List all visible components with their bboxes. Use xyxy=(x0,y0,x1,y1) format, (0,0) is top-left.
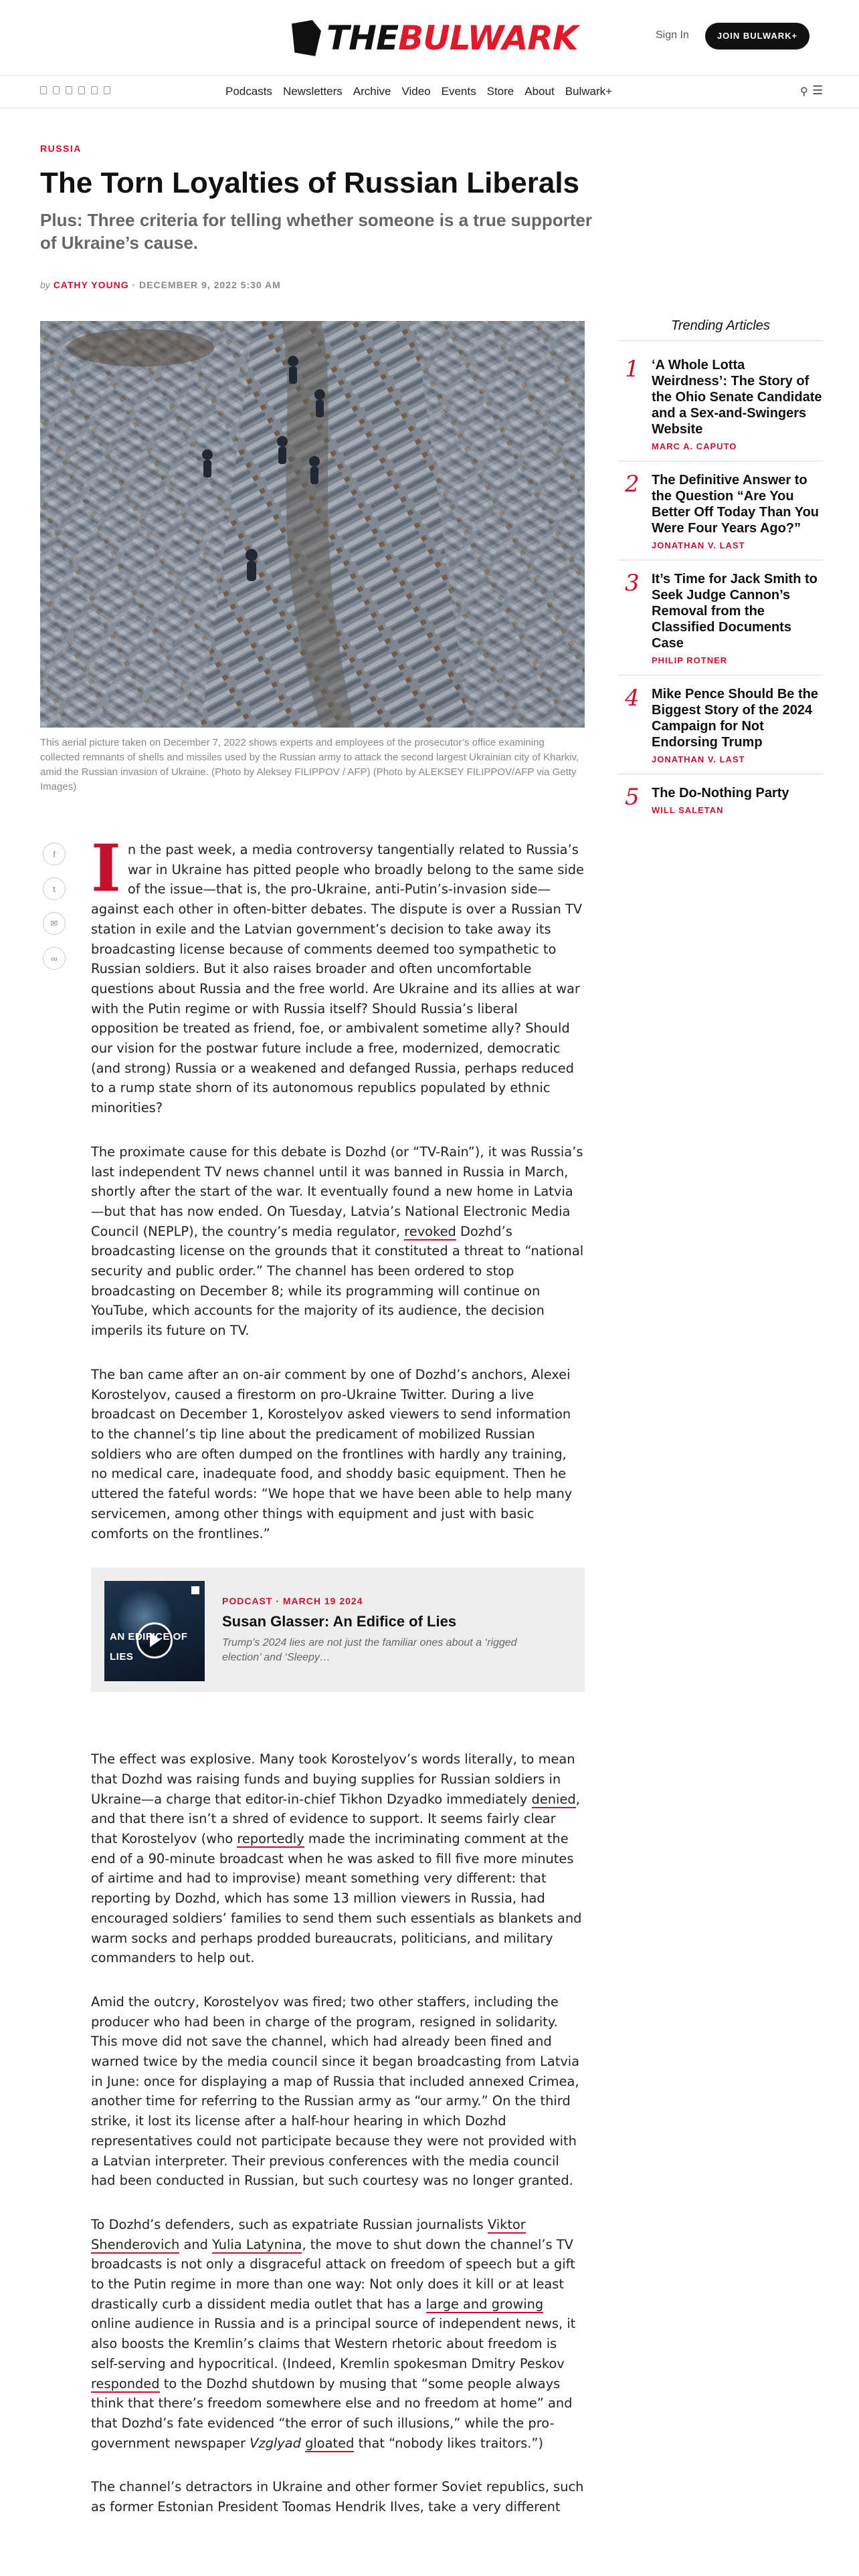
link-latynina[interactable]: Yulia Latynina xyxy=(212,2236,302,2252)
trending-sidebar xyxy=(618,318,823,835)
trending-author[interactable]: MARC A. CAPUTO xyxy=(652,441,737,451)
tiktok-icon[interactable] xyxy=(91,86,98,94)
podcast-title[interactable]: Susan Glasser: An Edifice of Lies xyxy=(222,1613,457,1630)
trending-item[interactable] xyxy=(618,571,823,675)
podcast-art-title: AN EDIFICE OF LIES xyxy=(110,1630,188,1662)
paragraph-2: The proximate cause for this debate is Dozhd (or “TV-Rain”), it was Russia’s last independent TV news channel until it was banned in Russia in March, shortly after the start of the war. It eventually found a new home in Latvia—but that has now ended. On Tuesday, Latvia’s National Electronic Media Council (NEPLP), the country’s media regulator, revoked Dozhd’s broadcasting license on the grounds that it constituted a threat to “national security and public order.” The channel has been ordered to stop broadcasting on December 8; while its programming will continue on YouTube, which accounts for the majority of its audience, the decision imperils its future on TV. xyxy=(91,1144,584,1339)
trending-title-link[interactable]: It’s Time for Jack Smith to Seek Judge Cannon’s Removal from the Classified Documents Case xyxy=(652,572,818,651)
social-icons xyxy=(40,86,110,94)
youtube-icon[interactable] xyxy=(78,86,85,94)
article-title: The Torn Loyalties of Russian Liberals xyxy=(40,167,580,199)
trending-number: 3 xyxy=(625,570,640,597)
link-gloated[interactable]: gloated xyxy=(305,2435,355,2451)
paragraph-3: The ban came after an on-air comment by one of Dozhd’s anchors, Alexei Korostelyov, caused a firestorm on pro-Ukraine Twitter. During a live broadcast on December 1, Korostelyov asked viewers to send information to the channel’s tip line about the predicament of mobilized Russian soldiers who are often dumped on the frontlines with hardly any training, no medical care, inadequate food, and shoddy basic equipment. Then he uttered the fateful words: “We hope that we have been able to help many servicemen, among other things with equipment and just with basic comforts on the frontlines.” xyxy=(91,1366,573,1541)
trending-item[interactable] xyxy=(618,472,823,560)
share-bar xyxy=(43,843,66,970)
podcast-description: Trump’s 2024 lies are not just the familiar ones about a ‘rigged election’ and ‘Sleepy… xyxy=(222,1637,517,1664)
trending-number: 1 xyxy=(625,356,640,383)
link-shenderovich[interactable]: Viktor Shenderovich xyxy=(91,2216,526,2252)
nav-bulwark-plus[interactable]: Bulwark+ xyxy=(565,85,613,98)
trending-title: Trending Articles xyxy=(618,318,823,341)
byline xyxy=(40,280,281,290)
article-body xyxy=(91,831,585,2541)
nav-archive[interactable]: Archive xyxy=(353,85,391,98)
trending-title-link[interactable]: Mike Pence Should Be the Biggest Story of the 2024 Campaign for Not Endorsing Trump xyxy=(652,687,818,750)
paragraph-1: In the past week, a media controversy tangentially related to Russia’s war in Ukraine has pitted people who broadly belong to the same side of the issue—that is, the pro-Ukraine, anti-Putin’s-invasion side—against each other in often-bitter debates. The dispute is over a Russian TV station in exile and the Latvian government’s decision to take away its broadcasting license because of comments deemed too sympathetic to Russian soldiers. But it also raises broader and often uncomfortable questions about Russia and the free world. Are Ukraine and its allies at war with the Putin regime or with Russia itself? Should Russia’s liberal opposition be treated as friend, foe, or ambivalent sometime ally? Should our vision for the postwar future include a free, modernized, democratic (and strong) Russia or a weakened and defanged Russia, perhaps reduced to a rump state shorn of its autonomous republics populated by ethnic minorities? xyxy=(91,831,584,1116)
podcast-meta: PODCAST · MARCH 19 2024 xyxy=(222,1596,363,1607)
trending-author[interactable]: JONATHAN V. LAST xyxy=(652,540,745,550)
logo-the: THE xyxy=(326,19,399,58)
byline-separator: · xyxy=(132,280,140,290)
site-logo[interactable] xyxy=(292,19,578,58)
trending-title-link[interactable]: The Definitive Answer to the Question “Are You Better Off Today Than You Were Four Years Ago?” xyxy=(652,473,820,536)
instagram-icon[interactable] xyxy=(66,86,72,94)
share-link-icon[interactable]: ∞ xyxy=(43,947,66,970)
link-large-and-growing[interactable]: large and growing xyxy=(425,2296,544,2312)
trending-number: 2 xyxy=(625,471,640,498)
byline-by: by xyxy=(40,280,50,290)
trending-item[interactable] xyxy=(618,785,823,825)
search-icon[interactable]: ⚲ xyxy=(800,86,808,98)
link-reportedly[interactable]: reportedly xyxy=(237,1831,304,1847)
podcast-card[interactable] xyxy=(91,1568,585,1692)
trending-number: 4 xyxy=(625,685,640,712)
bulwark-mark-icon xyxy=(191,1586,199,1594)
twitter-icon[interactable] xyxy=(53,86,60,94)
paragraph-4: The effect was explosive. Many took Korostelyov’s words literally, to mean that Dozhd was raising funds and buying supplies for Russian soldiers in Ukraine—a charge that editor-in-chief Tikhon Dzyadko immediately denied, and that there isn’t a shred of evidence to support. It seems fairly clear that Korostelyov (who reportedly made the incriminating comment at the end of a 90-minute broadcast when he was asked to fill five more minutes of airtime and had to improvise) meant something very different: that reporting by Dozhd, which has some 13 million viewers in Russia, had encouraged soldiers’ families to send them such essentials as blankets and warm socks and perhaps prodded bureaucrats, politicians, and military commanders to help out. xyxy=(91,1751,582,1966)
paragraph-6: To Dozhd’s defenders, such as expatriate Russian journalists Viktor Shenderovich and Yulia Latynina, the move to shut down the channel’s TV broadcasts is not only a disgraceful attack on freedom of speech but a gift to the Putin regime in more than one way: Not only does it kill or at least drastically curb a dissident media outlet that has a large and growing online audience in Russia and is a principal source of independent news, it also boosts the Kremlin’s claims that Western rhetoric about freedom is self-serving and hypocritical. (Indeed, Kremlin spokesman Dmitry Peskov responded to the Dozhd shutdown by musing that “some people always think that there’s freedom somewhere else and no freedom at home” and that Dozhd’s fate evidenced “the error of such illusions,” while the pro-government newspaper Vzglyad gloated that “nobody likes traitors.”) xyxy=(91,2216,576,2451)
nav-about[interactable]: About xyxy=(524,85,555,98)
join-button[interactable]: JOIN BULWARK+ xyxy=(705,23,809,49)
share-email-icon[interactable]: ✉ xyxy=(43,912,66,935)
site-header xyxy=(0,0,859,76)
share-facebook-icon[interactable]: f xyxy=(43,843,66,865)
article-category[interactable]: RUSSIA xyxy=(40,143,82,154)
share-twitter-icon[interactable]: t xyxy=(43,877,66,900)
nav-podcasts[interactable]: Podcasts xyxy=(225,85,272,98)
sign-in-link[interactable]: Sign In xyxy=(656,29,689,41)
paragraph-7: The channel’s detractors in Ukraine and other former Soviet republics, such as former Estonian President Toomas Hendrik Ilves, take a very different xyxy=(91,2479,584,2515)
trending-author[interactable]: PHILIP ROTNER xyxy=(652,655,728,665)
nav-bar xyxy=(0,76,859,108)
facebook-icon[interactable] xyxy=(40,86,47,94)
trending-item[interactable] xyxy=(618,686,823,774)
image-caption: This aerial picture taken on December 7, 2022 shows experts and employees of the prosecutor’s office examining collected remnants of shells and missiles used by the Russian army to attack the second largest Ukrainian city of Kharkiv, amid the Russian invasion of Ukraine. (Photo by Aleksey FILIPPOV / AFP) (Photo by ALEKSEY FILIPPOV/AFP via Getty Images) xyxy=(40,737,579,792)
vzglyad-name: Vzglyad xyxy=(250,2435,301,2451)
publish-date: DECEMBER 9, 2022 5:30 AM xyxy=(139,280,281,290)
nav-video[interactable]: Video xyxy=(401,85,431,98)
hero-image xyxy=(40,321,585,728)
paragraph-5: Amid the outcry, Korostelyov was fired; two other staffers, including the producer who had been in charge of the program, resigned in solidarity. This move did not save the channel, which had already been fined and warned twice by the media council since it began broadcasting from Latvia in June: once for displaying a map of Russia that included annexed Crimea, another time for referring to the Russian army as “our army.” On the third strike, it lost its license after a half-hour hearing in which Dozhd representatives could not participate because they were not provided with a Latvian interpreter. Their previous conferences with the media council had been conducted in Russian, but such courtesy was no longer granted. xyxy=(91,1994,580,2189)
trending-item[interactable] xyxy=(618,357,823,461)
link-responded[interactable]: responded xyxy=(91,2375,160,2391)
nav-store[interactable]: Store xyxy=(486,85,514,98)
article-subtitle: Plus: Three criteria for telling whether someone is a true supporter of Ukraine’s cause. xyxy=(40,210,592,253)
nav-events[interactable]: Events xyxy=(441,85,476,98)
trending-author[interactable]: JONATHAN V. LAST xyxy=(652,754,745,764)
rss-icon[interactable] xyxy=(104,86,110,94)
nav-newsletters[interactable]: Newsletters xyxy=(282,85,343,98)
author-link[interactable]: CATHY YOUNG xyxy=(53,280,129,290)
trending-title-link[interactable]: The Do-Nothing Party xyxy=(652,786,789,800)
trending-title-link[interactable]: ‘A Whole Lotta Weirdness’: The Story of the Ohio Senate Candidate and a Sex-and-Swingers Website xyxy=(652,358,822,437)
nav-links xyxy=(225,85,612,98)
logo-bulwark: BULWARK xyxy=(398,19,578,58)
link-revoked[interactable]: revoked xyxy=(404,1223,456,1239)
trending-author[interactable]: WILL SALETAN xyxy=(652,805,724,815)
podcast-artwork[interactable] xyxy=(104,1581,205,1681)
bulwark-logo-icon xyxy=(292,20,321,56)
drop-cap: I xyxy=(91,831,121,906)
link-denied[interactable]: denied xyxy=(531,1791,576,1807)
menu-icon[interactable]: ☰ xyxy=(812,84,824,97)
trending-number: 5 xyxy=(625,784,640,811)
